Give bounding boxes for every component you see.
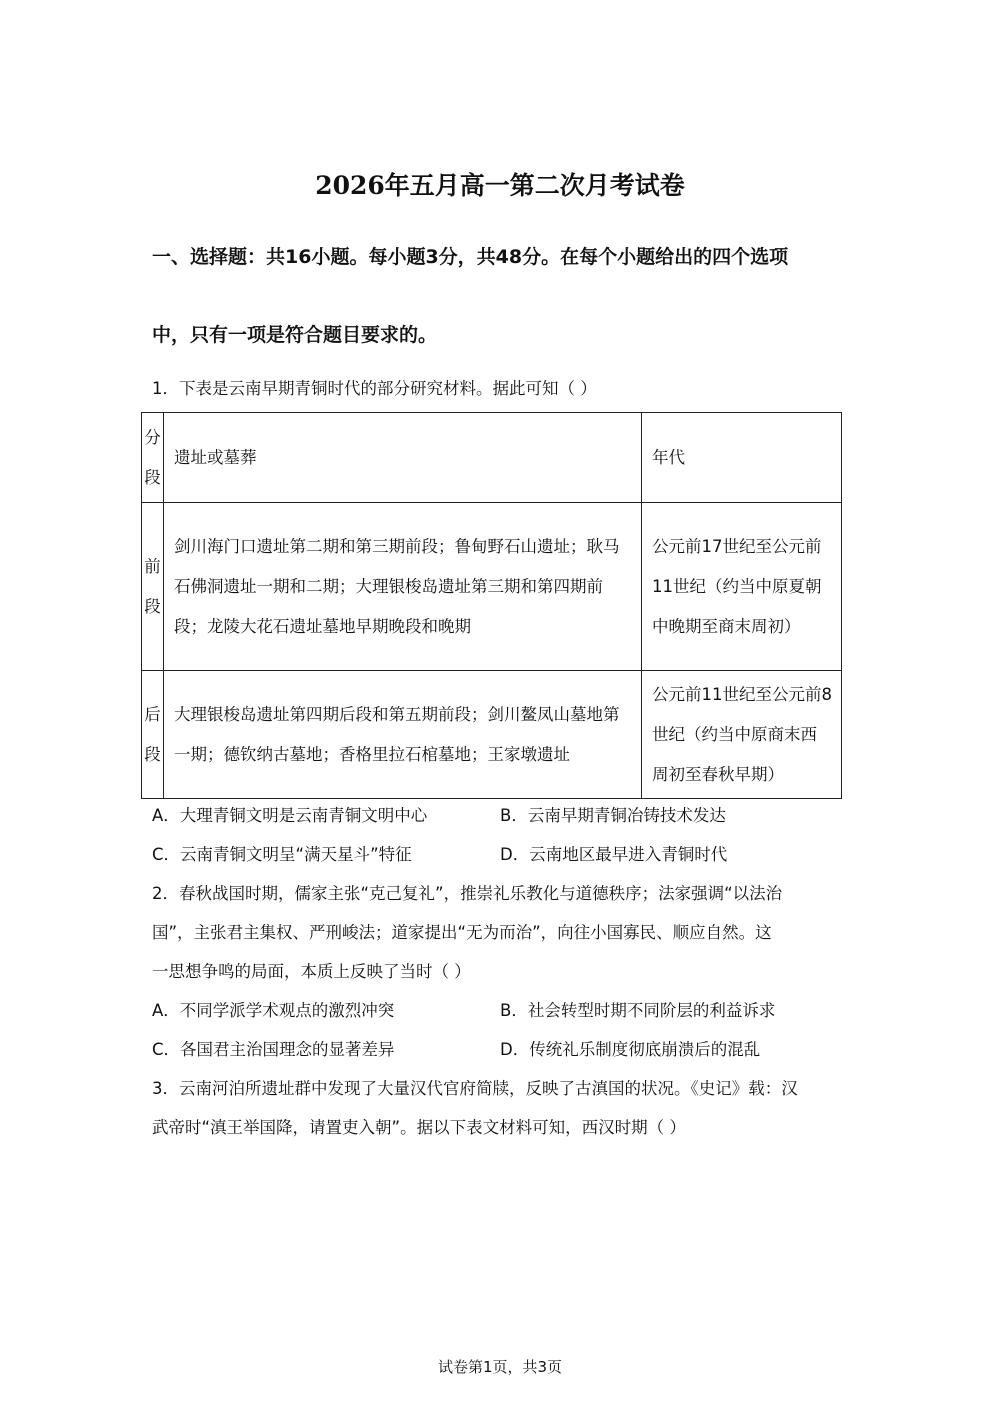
table-cell-segment: 后段 [142,671,164,799]
table-header-site: 遗址或墓葬 [164,413,642,503]
question-2-line3: 一思想争鸣的局面，本质上反映了当时（ ） [152,962,471,981]
question-3-line2: 武帝时“滇王举国降，请置吏入朝”。据以下表文材料可知，西汉时期（ ） [152,1118,686,1137]
table-header-segment: 分段 [142,413,164,503]
section-heading-line2: 中，只有一项是符合题目要求的。 [152,324,438,346]
question-2-line2: 国”，主张君主集权、严刑峻法；道家提出“无为而治”，向往小国寡民、顺应自然。这 [152,923,772,942]
page-footer: 试卷第1页，共3页 [437,1358,563,1376]
q1-option-d: D．云南地区最早进入青铜时代 [500,845,728,864]
q2-option-d: D．传统礼乐制度彻底崩溃后的混乱 [500,1040,761,1059]
q1-option-a: A．大理青铜文明是云南青铜文明中心 [152,806,428,825]
table-header-row [142,413,842,503]
table-cell-era: 公元前17世纪至公元前11世纪（约当中原夏朝中晚期至商末周初） [642,503,842,671]
table-row [142,503,842,671]
q1-option-c: C．云南青铜文明呈“满天星斗”特征 [152,845,412,864]
section-heading-line1: 一、选择题：共16小题。每小题3分，共48分。在每个小题给出的四个选项 [152,246,789,268]
table-header-era: 年代 [642,413,842,503]
table-cell-era: 公元前11世纪至公元前8世纪（约当中原商末西周初至春秋早期） [642,671,842,799]
question-2-line1: 2．春秋战国时期，儒家主张“克己复礼”，推崇礼乐教化与道德秩序；法家强调“以法治 [152,884,783,903]
q2-option-b: B．社会转型时期不同阶层的利益诉求 [500,1001,776,1020]
q1-option-b: B．云南早期青铜冶铸技术发达 [500,806,726,825]
table-cell-site: 剑川海门口遗址第二期和第三期前段；鲁甸野石山遗址；耿马石佛洞遗址一期和二期；大理银梭岛遗址第三期和第四期前段；龙陵大花石遗址墓地早期晚段和晚期 [164,503,642,671]
question-3-line1: 3．云南河泊所遗址群中发现了大量汉代官府简牍，反映了古滇国的状况。《史记》载：汉 [152,1079,798,1098]
question-1-stem: 1．下表是云南早期青铜时代的部分研究材料。据此可知（ ） [152,379,597,398]
q2-option-c: C．各国君主治国理念的显著差异 [152,1040,395,1059]
table-row [142,671,842,799]
table-cell-segment: 前段 [142,503,164,671]
page-title: 2026年五月高一第二次月考试卷 [315,171,685,200]
q1-table [141,412,842,799]
table-cell-site: 大理银梭岛遗址第四期后段和第五期前段；剑川鳌凤山墓地第一期；德钦纳古墓地；香格里拉石棺墓地；王家墩遗址 [164,671,642,799]
q2-option-a: A．不同学派学术观点的激烈冲突 [152,1001,395,1020]
